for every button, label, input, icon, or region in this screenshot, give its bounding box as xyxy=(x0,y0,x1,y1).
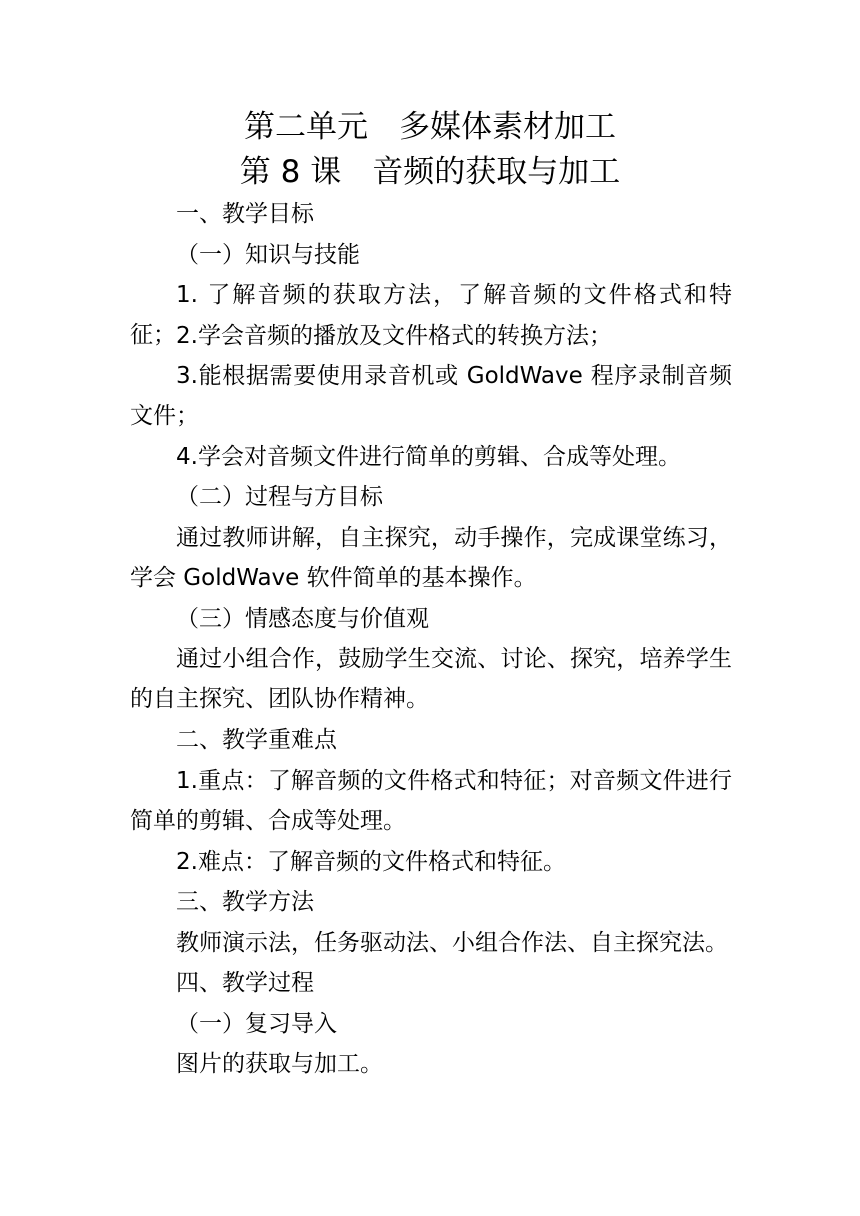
subsection-heading-knowledge: （一）知识与技能 xyxy=(176,242,360,268)
objective-item-3: 3.能根据需要使用录音机或 GoldWave 程序录制音频文件； xyxy=(130,363,732,430)
subsection-heading-attitude: （三）情感态度与价值观 xyxy=(176,606,429,632)
section-heading-methods: 三、教学方法 xyxy=(176,889,314,915)
section-heading-objectives: 一、教学目标 xyxy=(176,201,314,227)
methods-paragraph: 教师演示法，任务驱动法、小组合作法、自主探究法。 xyxy=(176,930,728,956)
difficulty-paragraph: 2.难点：了解音频的文件格式和特征。 xyxy=(176,849,566,875)
key-point-paragraph: 1.重点：了解音频的文件格式和特征；对音频文件进行简单的剪辑、合成等处理。 xyxy=(130,768,732,835)
objective-item-4: 4.学会对音频文件进行简单的剪辑、合成等处理。 xyxy=(176,444,681,470)
subsection-heading-review: （一）复习导入 xyxy=(176,1011,337,1037)
subsection-heading-process: （二）过程与方目标 xyxy=(176,484,383,510)
attitude-paragraph: 通过小组合作，鼓励学生交流、讨论、探究，培养学生的自主探究、团队协作精神。 xyxy=(130,646,732,713)
section-heading-key-points: 二、教学重难点 xyxy=(176,727,337,753)
objective-item-1: 1. 了解音频的获取方法，了解音频的文件格式和特征； xyxy=(130,282,732,349)
lesson-title: 第 8 课 音频的获取与加工 xyxy=(239,154,621,190)
review-paragraph: 图片的获取与加工。 xyxy=(176,1051,383,1077)
unit-title: 第二单元 多媒体素材加工 xyxy=(244,109,616,145)
process-paragraph: 通过教师讲解，自主探究，动手操作，完成课堂练习，学会 GoldWave 软件简单的基本操作。 xyxy=(130,525,732,592)
objective-item-2: 2.学会音频的播放及文件格式的转换方法； xyxy=(176,323,612,349)
section-heading-process: 四、教学过程 xyxy=(176,970,314,996)
